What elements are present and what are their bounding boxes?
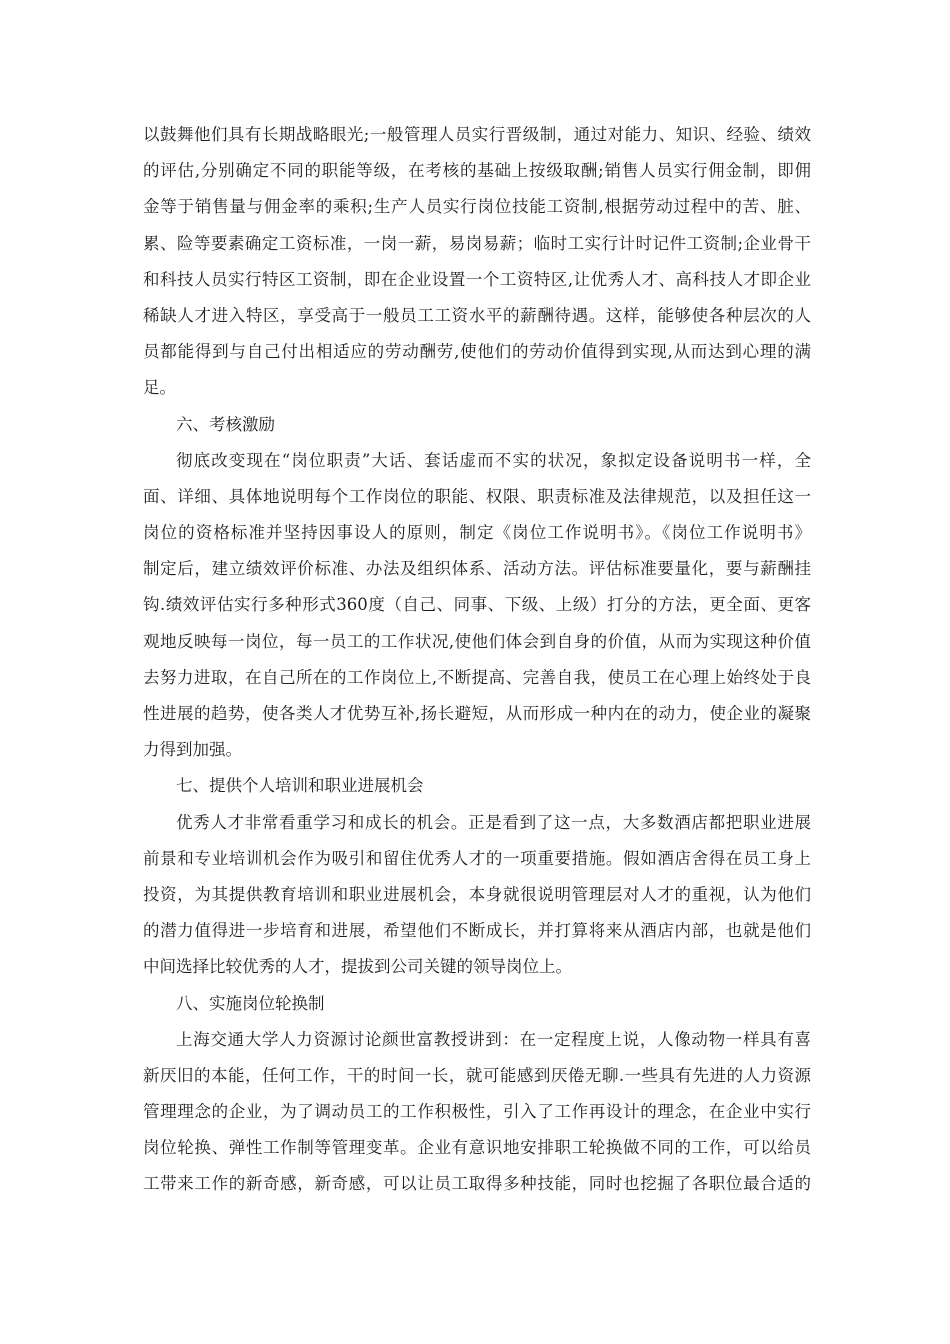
paragraph-assessment (143, 443, 811, 769)
text-line: 投资，为其提供教育培训和职业进展机会，本身就很说明管理层对人才的重视，认为他们 (143, 884, 811, 904)
text-line: 性进展的趋势，使各类人才优势互补,扬长避短，从而形成一种内在的动力，使企业的凝聚 (143, 704, 811, 723)
text-line: 岗位轮换、弹性工作制等管理变革。企业有意识地安排职工轮换做不同的工作，可以给员 (143, 1138, 811, 1158)
text-line: 钩.绩效评估实行多种形式360度（自己、同事、下级、上级）打分的方法，更全面、更客 (143, 595, 811, 615)
text-line: 上海交通大学人力资源讨论颜世富教授讲到：在一定程度上说，人像动物一样具有喜 (176, 1029, 811, 1049)
paragraph-training (143, 805, 811, 986)
text-line: 面、详细、具体地说明每个工作岗位的职能、权限、职责标准及法律规范，以及担任这一 (143, 486, 811, 506)
section-heading-job-rotation: 八、实施岗位轮换制 (176, 993, 325, 1013)
text-line: 制定后，建立绩效评价标准、办法及组织体系、活动方法。评估标准要量化，要与薪酬挂 (143, 559, 811, 579)
text-line: 优秀人才非常看重学习和成长的机会。正是看到了这一点，大多数酒店都把职业进展 (176, 812, 811, 832)
text-line: 彻底改变现在“岗位职责”大话、套话虚而不实的状况，象拟定设备说明书一样，全 (176, 450, 811, 470)
text-line: 和科技人员实行特区工资制，即在企业设置一个工资特区,让优秀人才、高科技人才即企业 (143, 269, 811, 289)
text-line: 员都能得到与自己付出相适应的劳动酬劳,使他们的劳动价值得到实现,从而达到心理的满 (143, 342, 811, 362)
text-line: 观地反映每一岗位，每一员工的工作状况,使他们体会到自身的价值，从而为实现这种价值 (143, 631, 811, 651)
text-line: 累、险等要素确定工资标准，一岗一薪，易岗易薪；临时工实行计时记件工资制;企业骨干 (143, 233, 811, 253)
text-line: 新厌旧的本能，任何工作，干的时间一长，就可能感到厌倦无聊.一些具有先进的人力资源 (143, 1065, 811, 1085)
text-line: 的潜力值得进一步培育和进展，希望他们不断成长，并打算将来从酒店内部，也就是他们 (143, 921, 811, 941)
section-heading-assessment: 六、考核激励 (176, 414, 275, 434)
text-line: 金等于销售量与佣金率的乘积;生产人员实行岗位技能工资制,根据劳动过程中的苦、脏、 (143, 197, 811, 217)
paragraph-job-rotation (143, 1022, 811, 1203)
text-line: 去努力进取，在自己所在的工作岗位上,不断提高、完善自我，使员工在心理上始终处于良 (143, 667, 811, 687)
text-line: 管理理念的企业，为了调动员工的工作积极性，引入了工作再设计的理念，在企业中实行 (143, 1102, 811, 1122)
section-heading-training: 七、提供个人培训和职业进展机会 (176, 776, 424, 796)
text-line: 足。 (143, 378, 176, 398)
paragraph-salary-system (143, 117, 811, 407)
text-line: 中间选择比较优秀的人才，提拔到公司关键的领导岗位上。 (143, 957, 572, 977)
text-line: 前景和专业培训机会作为吸引和留住优秀人才的一项重要措施。假如酒店舍得在员工身上 (143, 848, 811, 868)
text-line: 稀缺人才进入特区，享受高于一般员工工资水平的薪酬待遇。这样，能够使各种层次的人 (143, 305, 811, 325)
text-line: 岗位的资格标准并坚持因事设人的原则，制定《岗位工作说明书》。《岗位工作说明书》 (143, 523, 811, 543)
text-line: 的评估,分别确定不同的职能等级，在考核的基础上按级取酬;销售人员实行佣金制，即佣 (143, 161, 811, 181)
document-body (143, 117, 811, 1203)
text-line: 以鼓舞他们具有长期战略眼光;一般管理人员实行晋级制，通过对能力、知识、经验、绩效 (143, 125, 811, 144)
text-line: 工带来工作的新奇感，新奇感，可以让员工取得多种技能，同时也挖掘了各职位最合适的 (143, 1174, 811, 1194)
text-line: 力得到加强。 (143, 740, 242, 760)
